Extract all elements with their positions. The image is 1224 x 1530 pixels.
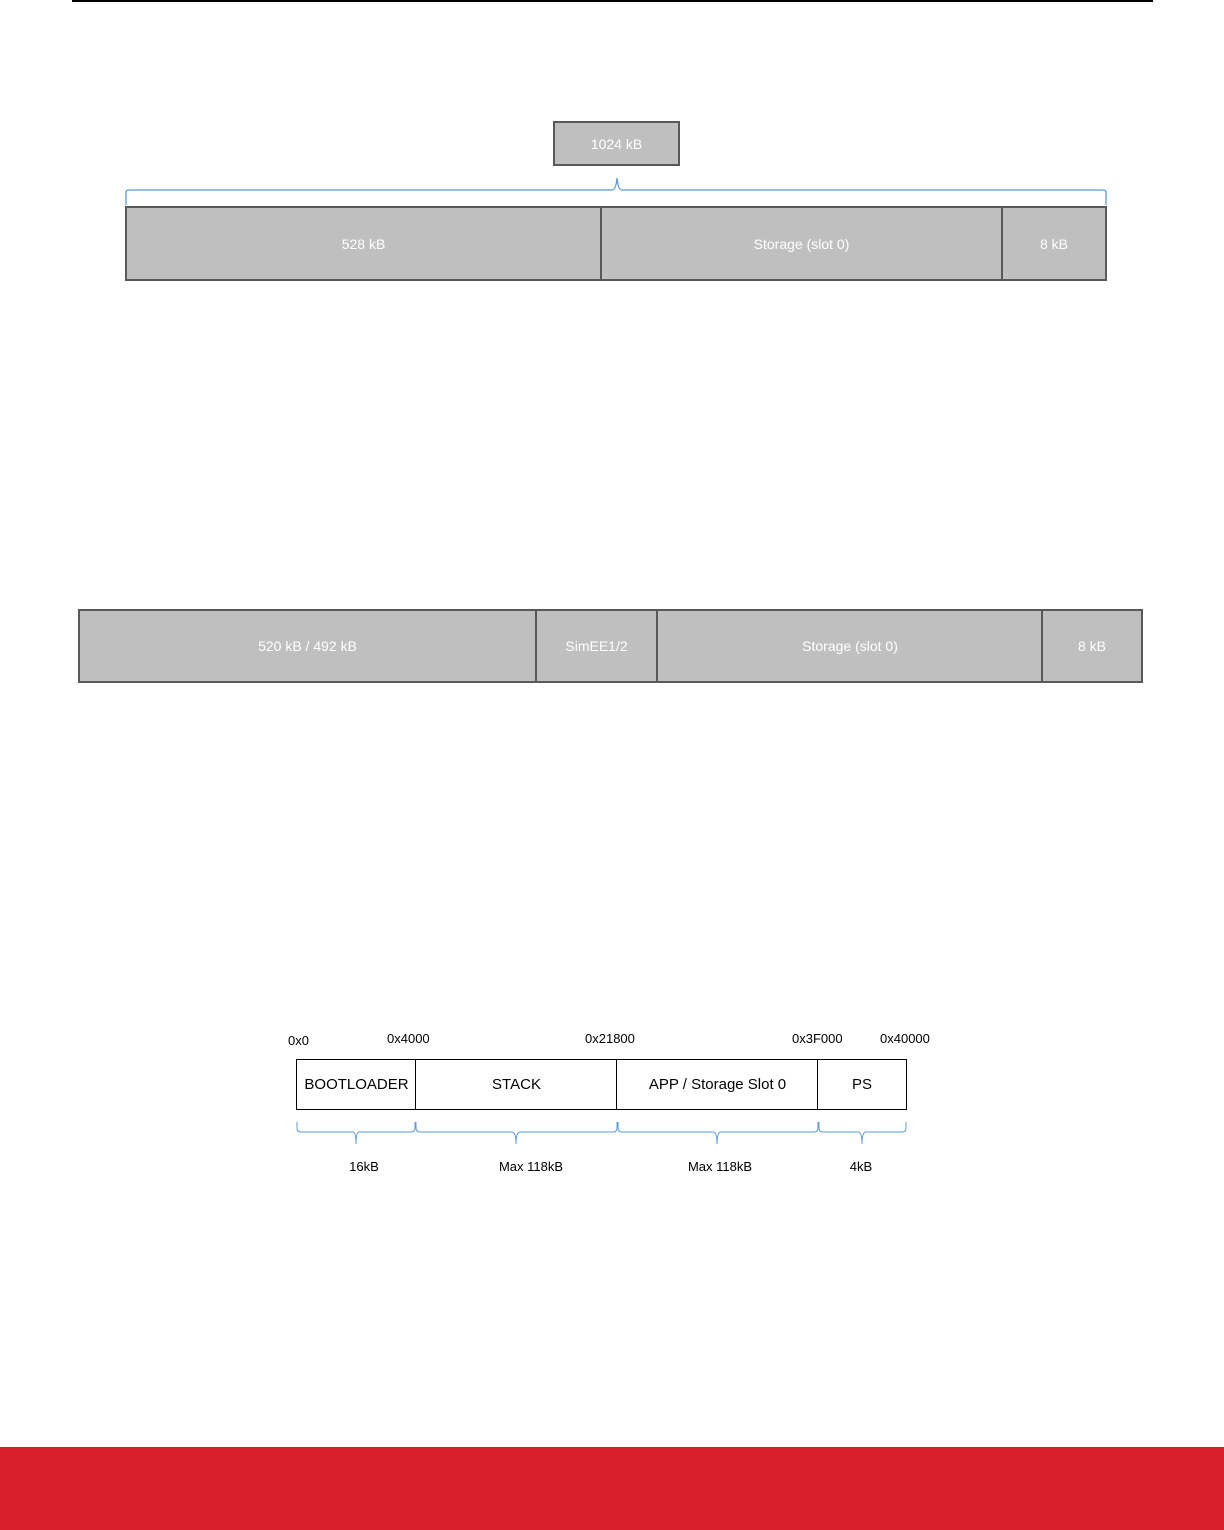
segment-8kb-2-label: 8 kB [1077,638,1106,654]
region-bootloader-label: BOOTLOADER [304,1076,409,1093]
segment-8kb-label: 8 kB [1039,235,1068,252]
total-size-label: 1024 kB [590,135,643,152]
region-size-label: Max 118kB [498,1159,564,1174]
region-ps-label: PS [851,1076,872,1093]
address-label: 0x40000 [880,1031,930,1046]
segment-520kb-492kb-label: 520 kB / 492 kB [258,638,357,654]
segment-storage-slot0-2-label: Storage (slot 0) [802,638,898,654]
address-label: 0x0 [288,1033,309,1048]
region-stack-label: STACK [492,1076,541,1093]
segment-storage-slot0-label: Storage (slot 0) [753,235,850,252]
address-label: 0x21800 [585,1031,635,1046]
footer-bar [0,1447,1224,1530]
region-size-label: 4kB [849,1159,873,1174]
region-size-label: 16kB [349,1159,379,1174]
region-size-label: Max 118kB [687,1159,753,1174]
segment-528kb-label: 528 kB [341,235,386,252]
segment-simee-label: SimEE1/2 [565,638,628,654]
region-app-storage-slot0-label: APP / Storage Slot 0 [648,1076,787,1093]
address-label: 0x3F000 [792,1031,843,1046]
address-label: 0x4000 [387,1031,430,1046]
